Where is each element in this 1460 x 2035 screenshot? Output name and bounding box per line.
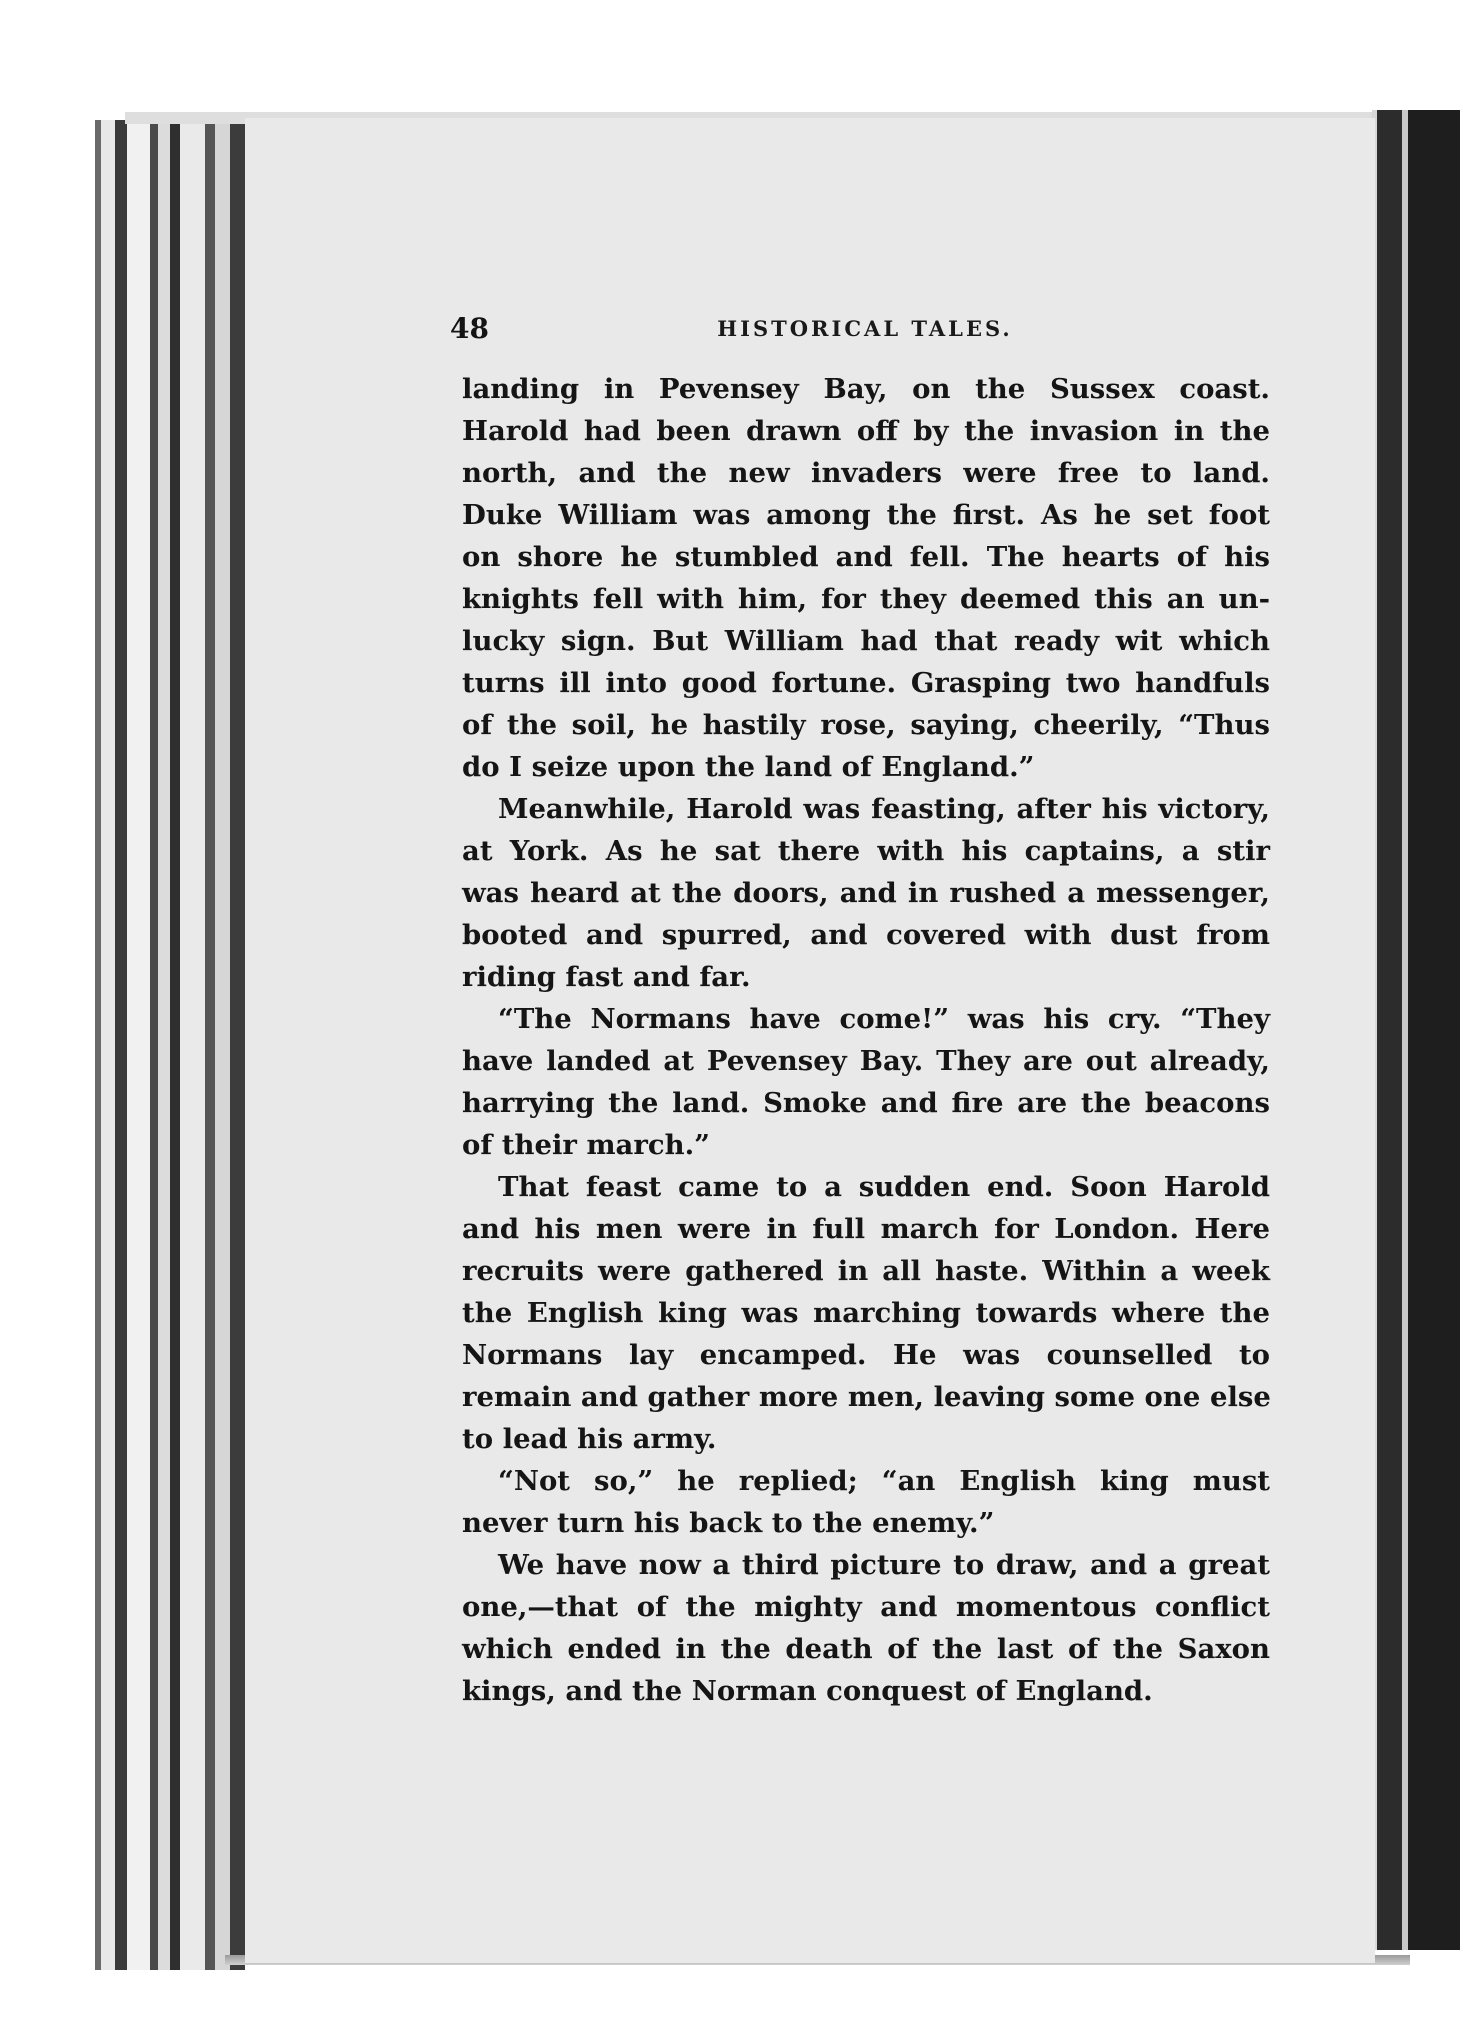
text-line: riding fast and far. bbox=[462, 961, 751, 993]
running-title: HISTORICAL TALES. bbox=[717, 316, 1013, 341]
text-line: at York. As he sat there with his captains, a stir bbox=[462, 835, 1270, 867]
body-text bbox=[462, 368, 1270, 1712]
text-line: Normans lay encamped. He was counselled to bbox=[462, 1339, 1270, 1371]
text-line: recruits were gathered in all haste. Within a week bbox=[462, 1255, 1270, 1287]
text-line: which ended in the death of the last of the Saxon bbox=[462, 1633, 1270, 1665]
text-line: kings, and the Norman conquest of England. bbox=[462, 1675, 1153, 1707]
text-line: have landed at Pevensey Bay. They are out already, bbox=[462, 1045, 1270, 1077]
text-line: landing in Pevensey Bay, on the Sussex coast. bbox=[462, 373, 1270, 405]
book-page-edges bbox=[95, 120, 245, 1970]
text-line: never turn his back to the enemy.” bbox=[462, 1507, 995, 1539]
text-line: knights fell with him, for they deemed this an un- bbox=[462, 583, 1270, 615]
text-line: “Not so,” he replied; “an English king must bbox=[498, 1465, 1270, 1497]
text-line: do I seize upon the land of England.” bbox=[462, 751, 1035, 783]
book-cover-edge bbox=[1372, 110, 1460, 1950]
text-line: Meanwhile, Harold was feasting, after his victory, bbox=[498, 793, 1270, 825]
text-line: north, and the new invaders were free to land. bbox=[462, 457, 1270, 489]
text-line: harrying the land. Smoke and fire are the beacons bbox=[462, 1087, 1270, 1119]
text-line: lucky sign. But William had that ready wit which bbox=[462, 625, 1270, 657]
text-line: We have now a third picture to draw, and a great bbox=[498, 1549, 1270, 1581]
text-line: That feast came to a sudden end. Soon Harold bbox=[498, 1171, 1270, 1203]
text-line: of their march.” bbox=[462, 1129, 710, 1161]
text-line: remain and gather more men, leaving some one else bbox=[462, 1381, 1271, 1413]
text-line: of the soil, he hastily rose, saying, cheerily, “Thus bbox=[462, 709, 1270, 741]
text-line: “The Normans have come!” was his cry. “They bbox=[498, 1003, 1270, 1035]
text-line: was heard at the doors, and in rushed a messenger, bbox=[462, 877, 1270, 909]
running-head bbox=[450, 312, 1280, 352]
text-line: one,—that of the mighty and momentous conflict bbox=[462, 1591, 1270, 1623]
text-line: the English king was marching towards where the bbox=[462, 1297, 1270, 1329]
page-number: 48 bbox=[450, 312, 489, 345]
text-line: on shore he stumbled and fell. The hearts of his bbox=[462, 541, 1270, 573]
text-line: to lead his army. bbox=[462, 1423, 717, 1455]
text-line: Harold had been drawn off by the invasion in the bbox=[462, 415, 1270, 447]
text-line: turns ill into good fortune. Grasping two handfuls bbox=[462, 667, 1270, 699]
text-line: Duke William was among the first. As he set foot bbox=[462, 499, 1270, 531]
text-line: and his men were in full march for London. Here bbox=[462, 1213, 1270, 1245]
text-line: booted and spurred, and covered with dust from bbox=[462, 919, 1270, 951]
